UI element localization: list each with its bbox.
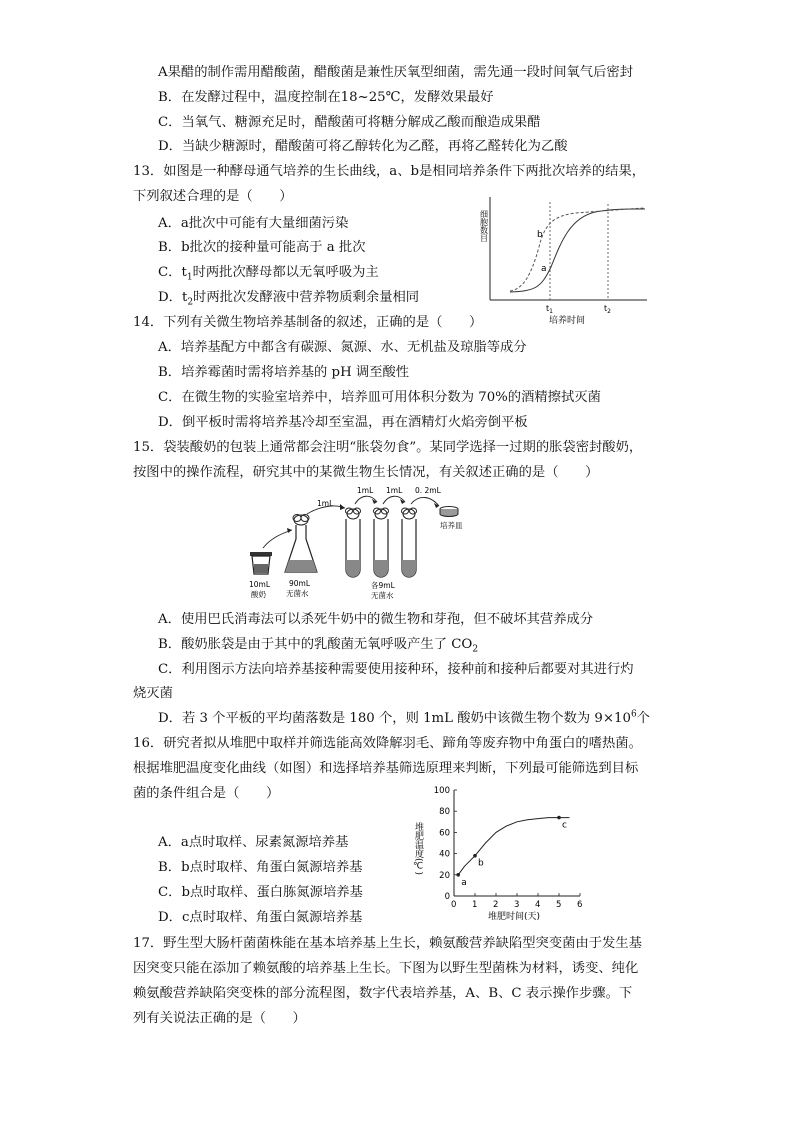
test-tube-2-icon [374,508,389,577]
q15-dilution-figure [245,484,485,609]
q17-stem-line3: 赖氨酸营养缺陷突变株的部分流程图，数字代表培养基，A、B、C 表示操作步骤。下 [133,986,633,1001]
q13-y-label: 细胞数目 [479,210,489,242]
q13-label-b: b [537,230,543,240]
chart-x-tick-label: 6 [577,900,583,910]
q16-option-a: A．a点时取样、尿素氮源培养基 [158,835,349,850]
yogurt-label-name: 酸奶 [251,590,266,599]
chart-x-tick-label: 1 [472,900,478,910]
transfer-label-1: 1mL [317,499,334,508]
transfer-label-2: 1mL [357,486,374,495]
prev-option-a: A果醋的制作需用醋酸菌，醋酸菌是兼性厌氧型细菌，需先通一段时间氧气后密封 [158,65,633,80]
arrow-cup-to-flask [263,530,292,548]
chart-y-tick-label: 60 [439,828,450,839]
q17-stem-line4: 列有关说法正确的是（ ） [133,1011,306,1026]
q13-option-d: D．$t_2$时两批次发酵液中营养物质剩余量相同 [158,290,420,308]
transfer-label-4: 0. 2mL [415,486,441,495]
chart-x-tick-label: 5 [556,900,562,910]
q17-stem-line1: 17．野生型大肠杆菌菌株能在基本培养基上生长，赖氨酸营养缺陷型突变菌由于发生基 [133,936,642,951]
q17-stem-line2: 因突变只能在添加了赖氨酸的培养基上生长。下图为以野生型菌株为材料，诱变、纯化 [133,961,639,976]
chart-point-label-b: b [478,858,484,869]
chart-x-tick-label: 2 [493,900,499,910]
flask-icon [285,515,317,573]
chart-point-label-a: a [461,877,467,888]
q13-x-label: 培养时间 [549,316,586,326]
chart-y-tick-label: 100 [433,786,450,796]
q13-growth-curve-figure [475,192,655,327]
q14-option-a: A．培养基配方中都含有碳源、氮源、水、无机盐及琼脂等成分 [158,340,527,355]
test-tube-1-icon [346,508,361,577]
q16-stem-line2: 根据堆肥温度变化曲线（如图）和选择培养基筛选原理来判断，下列最可能筛选到目标 [133,761,639,776]
q15-option-a: A．使用巴氏消毒法可以杀死牛奶中的微生物和芽孢，但不破坏其营养成分 [158,612,594,627]
chart-point-a [456,873,460,877]
yogurt-label-volume: 10mL [249,580,271,589]
q14-option-c: C．在微生物的实验室培养中，培养皿可用体积分数为 70%的酒精擦拭灭菌 [158,390,601,405]
chart-x-tick-label: 3 [514,900,520,910]
arrowhead-1 [287,528,292,533]
q13-label-a: a [541,264,547,274]
tubes-label-name: 无菌水 [371,591,394,600]
chart-y-tick-label: 80 [439,807,450,818]
q15-stem-line2: 按图中的操作流程，研究其中的某微生物生长情况，有关叙述正确的是（ ） [133,465,599,480]
q16-option-b: B．b点时取样、角蛋白氮源培养基 [158,860,363,875]
chart-x-tick-label: 0 [451,900,457,910]
q14-option-b: B．培养霉菌时需将培养基的 pH 调至酸性 [158,365,410,380]
chart-y-tick-label: 0 [444,892,450,902]
q14-option-d: D．倒平板时需将培养基冷却至室温，再在酒精灯火焰旁倒平板 [158,415,528,430]
q13-option-b: B．b批次的接种量可能高于 a 批次 [158,240,366,255]
prev-option-d: D．当缺少糖源时，醋酸菌可将乙醇转化为乙醛，再将乙醛转化为乙酸 [158,139,568,154]
arrowhead-2 [340,504,345,510]
chart-temperature-line [458,818,569,875]
test-tube-3-icon [402,508,417,577]
q16-option-d: D．c点时取样、角蛋白氮源培养基 [158,910,363,925]
q16-stem-line3: 菌的条件组合是（ ） [133,786,280,801]
chart-y-tick-label: 20 [439,870,450,881]
chart-y-tick-label: 40 [439,849,450,860]
q15-option-b: B．酸奶胀袋是由于其中的乳酸菌无氧呼吸产生了 $CO_2$ [158,637,479,655]
q13-option-c: C．$t_1$时两批次酵母都以无氧呼吸为主 [158,265,379,283]
q15-stem-line1: 15．袋装酸奶的包装上通常都会注明“胀袋勿食”。某同学选择一过期的胀袋密封酸奶， [133,440,643,455]
q13-stem-line2: 下列叙述合理的是（ ） [133,189,293,204]
q13-tick-t1: $t_1$ [546,304,553,315]
transfer-label-3: 1mL [386,486,403,495]
q15-option-c-line1: C．利用图示方法向培养基接种需要使用接种环，接种前和接种后都要对其进行灼 [158,662,634,677]
q16-temperature-chart [410,782,595,927]
dish-label: 培养皿 [440,521,463,530]
flask-label-volume: 90mL [289,579,311,588]
chart-point-c [557,816,561,820]
yogurt-cup-icon [250,552,272,574]
q14-stem: 14．下列有关微生物培养基制备的叙述，正确的是（ ） [133,315,483,330]
chart-y-label: 堆肥温度(℃) [413,822,423,876]
flask-label-name: 无菌水 [286,589,309,598]
chart-point-label-c: c [562,820,567,831]
q16-option-c: C．b点时取样、蛋白胨氮源培养基 [158,885,363,900]
chart-point-b [473,854,477,858]
q15-option-d: D．若 3 个平板的平均菌落数是 180 个，则 1mL 酸奶中该微生物个数为 $9\times 10^6$个 [158,709,650,726]
chart-x-tick-label: 4 [535,900,541,910]
q16-stem-line1: 16．研究者拟从堆肥中取样并筛选能高效降解羽毛、蹄角等废弃物中角蛋白的嗜热菌。 [133,736,642,751]
q13-curve-a [510,209,645,292]
q13-tick-t2: $t_2$ [604,304,611,315]
chart-x-label: 堆肥时间(天) [488,912,541,922]
petri-dish-icon [440,507,458,517]
q13-option-a: A．a批次中可能有大量细菌污染 [158,216,349,231]
q13-stem-line1: 13．如图是一种酵母通气培养的生长曲线，a、b是相同培养条件下两批次培养的结果， [133,164,646,179]
prev-option-b: B．在发酵过程中，温度控制在18~25℃，发酵效果最好 [158,90,494,105]
prev-option-c: C．当氧气、糖源充足时，醋酸菌可将糖分解成乙酸而酿造成果醋 [158,115,541,130]
q15-option-c-line2: 烧灭菌 [133,686,173,701]
tubes-label-volume: 各9mL [371,581,395,590]
